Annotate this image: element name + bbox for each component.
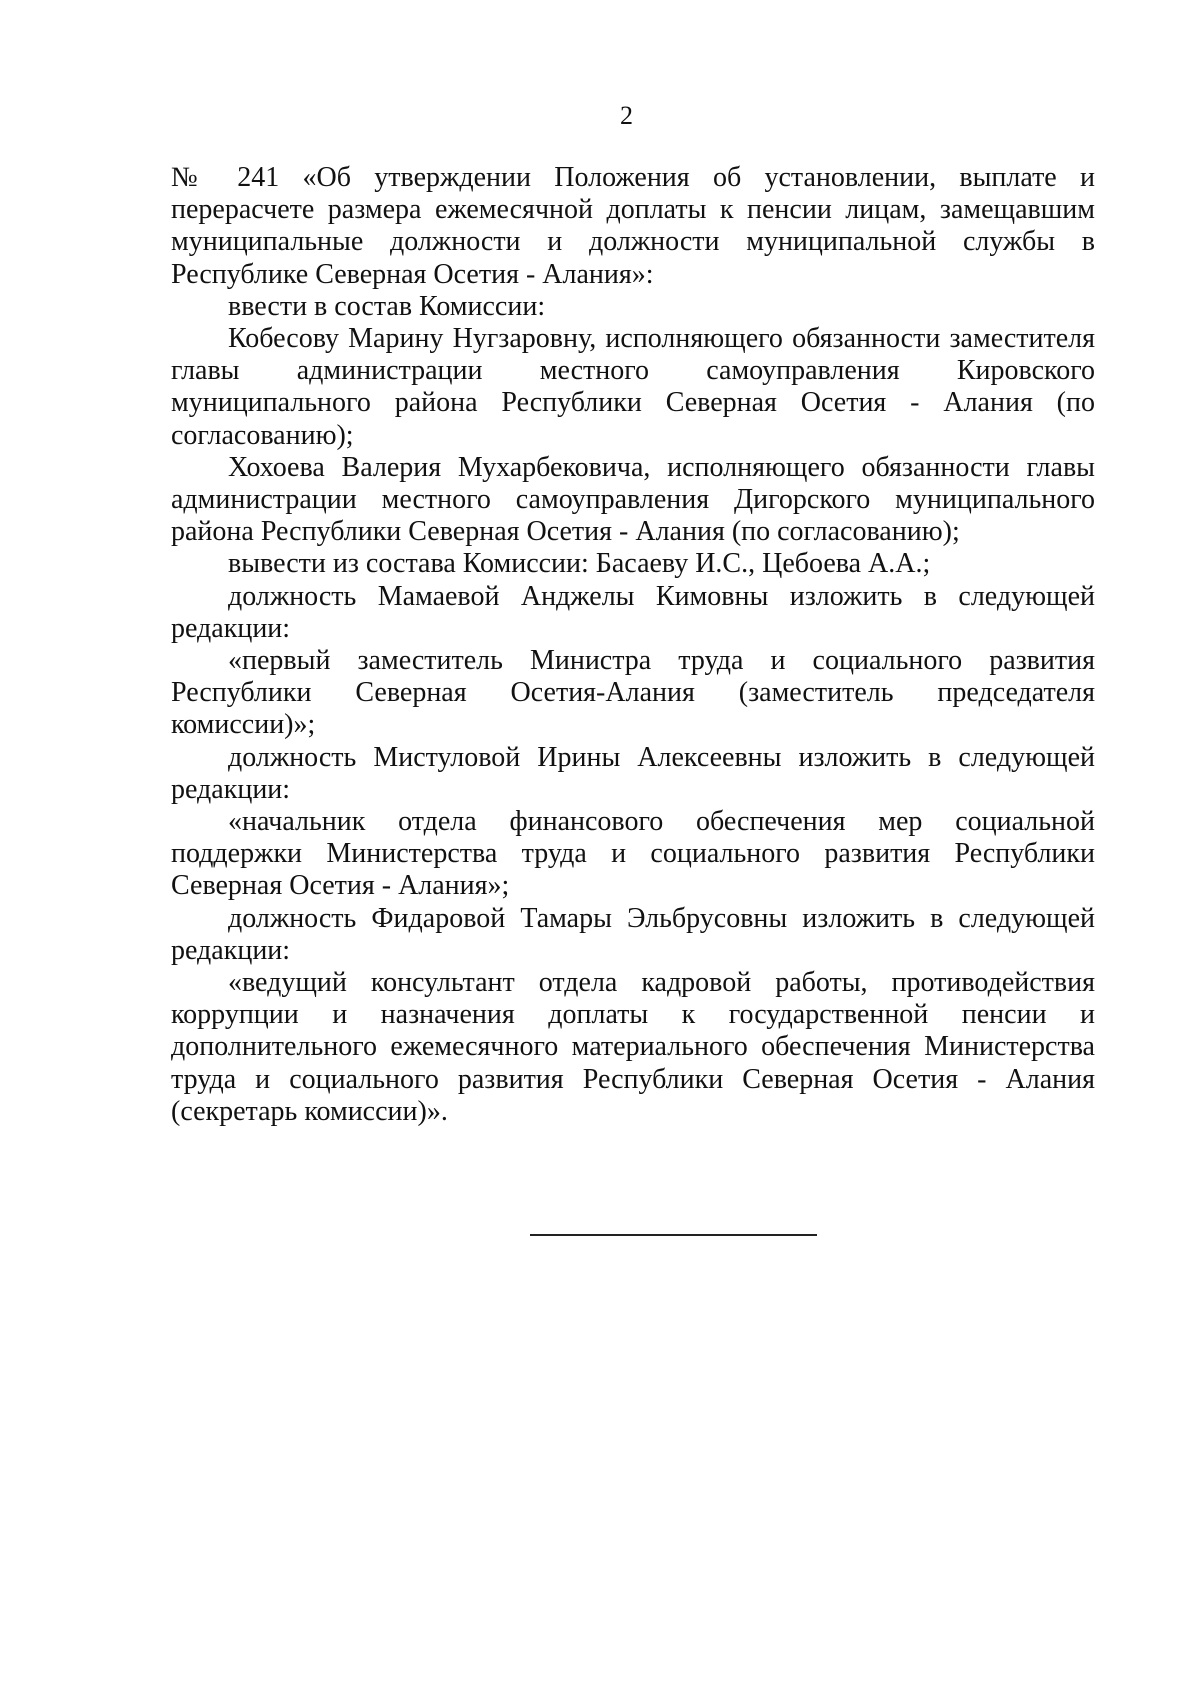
closing-divider <box>530 1234 817 1236</box>
paragraph-mamaeva-position: должность Мамаевой Анджелы Кимовны изложить в следующей редакции: <box>171 580 1095 644</box>
paragraph-decree-reference: № 241 «Об утверждении Положения об установлении, выплате и перерасчете размера ежемесячной доплаты к пенсии лицам, замещавшим муниципальные должности и должности муниципальной службы в Республике Северная Осетия - Алания»: <box>171 162 1095 290</box>
page-number: 2 <box>620 101 633 130</box>
paragraph-fidarova-position: должность Фидаровой Тамары Эльбрусовны изложить в следующей редакции: <box>171 902 1095 966</box>
paragraph-khokhoev: Хохоева Валерия Мухарбековича, исполняющего обязанности главы администрации местного самоуправления Дигорского муниципального района Республики Северная Осетия - Алания (по согласованию); <box>171 451 1095 548</box>
paragraph-mamaeva-new-title: «первый заместитель Министра труда и социального развития Республики Северная Осетия-Алания (заместитель председателя комиссии)»; <box>171 645 1095 741</box>
paragraph-mistulova-position: должность Мистуловой Ирины Алексеевны изложить в следующей редакции: <box>171 741 1095 805</box>
paragraph-remove-from-commission: вывести из состава Комиссии: Басаеву И.С., Цебоева А.А.; <box>228 548 931 580</box>
paragraph-fidarova-new-title: «ведущий консультант отдела кадровой работы, противодействия коррупции и назначения доплаты к государственной пенсии и дополнительного ежемесячного материального обеспечения Министерства труда и социального развития Республики Северная Осетия - Алания (секретарь комиссии)». <box>171 967 1095 1127</box>
paragraph-mistulova-new-title: «начальник отдела финансового обеспечения мер социальной поддержки Министерства труда и социального развития Республики Северная Осетия - Алания»; <box>171 806 1095 902</box>
paragraph-add-to-commission: ввести в состав Комиссии: <box>228 290 546 322</box>
paragraph-kobesova: Кобесову Марину Нугзаровну, исполняющего обязанности заместителя главы администрации местного самоуправления Кировского муниципального района Республики Северная Осетия - Алания (по согласованию); <box>171 323 1095 451</box>
document-body <box>171 162 1095 1128</box>
